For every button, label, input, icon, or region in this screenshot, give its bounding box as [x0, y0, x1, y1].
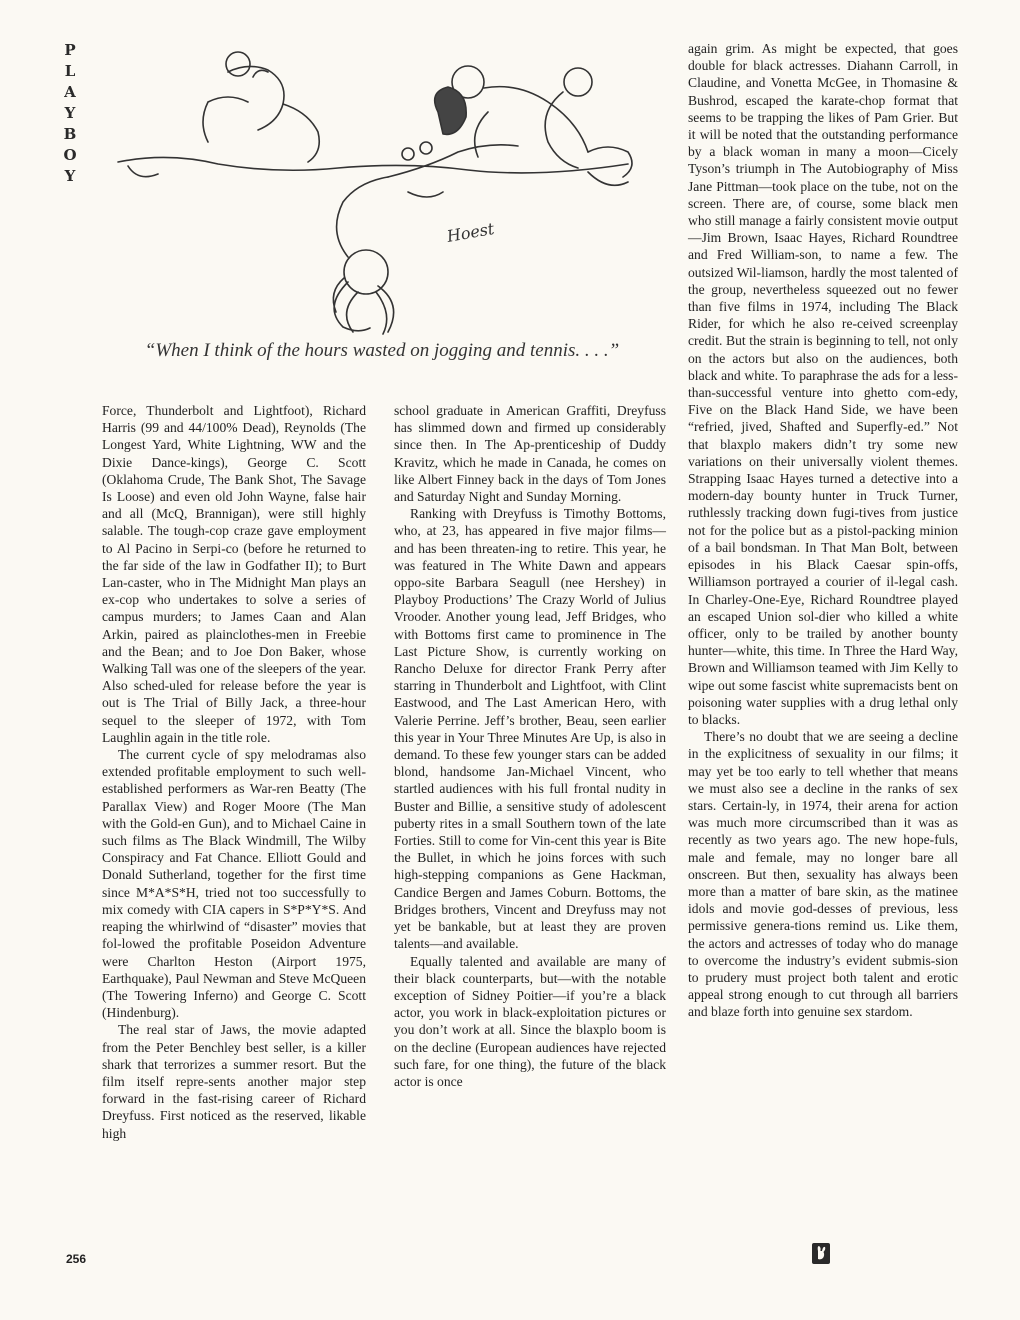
article-column-2	[394, 402, 666, 1090]
article-column-3	[688, 40, 958, 1021]
rabbit-head-end-mark-icon	[812, 1243, 830, 1264]
paragraph: Equally talented and available are many of their black counterparts, but—with the notable exception of Sidney Poitier—if you’re a black actor, you work in black-exploitation pictures or you don’t work at all. Since the blaxplo boom is on the decline (European audiences have rejected such fare, for one thing), the future of the black actor is once	[394, 953, 666, 1089]
page-number: 256	[66, 1252, 87, 1266]
masthead-playboy	[60, 40, 80, 187]
masthead-letter: A	[64, 83, 76, 101]
masthead-letter: P	[64, 41, 76, 59]
masthead-letter: Y	[64, 104, 76, 122]
paragraph: Force, Thunderbolt and Lightfoot), Richard Harris (99 and 44/100% Dead), Reynolds (The Longest Yard, White Lightning, WW and the Dixie Dance-kings), George C. Scott (Oklahoma Crude, The Bank Shot, The Savage Is Loose) and even old John Wayne, false hair and all (McQ, Brannigan), were still highly salable. The tough-cop craze gave employment to Al Pacino in Serpi-co (before he returned to the far side of the law in Godfather II); to Burt Lan-caster, who in The Midnight Man plays an ex-cop who undertakes to solve a series of campus murders; to James Caan and Alan Arkin, paired as plainclothes-men in Freebie and the Bean; and to Joe Don Baker, whose Walking Tall was one of the sleepers of the year. Also sched-uled for release before the year is out is The Trial of Billy Jack, a three-hour sequel to the sleeper of 1972, with Tom Laughlin again in the title role.	[102, 403, 366, 745]
masthead-letter: Y	[64, 167, 76, 185]
paragraph: The real star of Jaws, the movie adapted from the Peter Benchley best seller, is a killer shark that terrorizes a summer resort. But the film itself repre-sents another major step forward in the fast-rising career of Richard Dreyfuss. First noticed as the reserved, likable high	[102, 1022, 366, 1141]
article-column-1	[102, 402, 366, 1142]
paragraph: Ranking with Dreyfuss is Timothy Bottoms, who, at 23, has appeared in five major films—and has been threaten-ing to retire. This year, he was featured in The White Dawn and appears oppo-site Barbara Seagull (nee Hershey) in Playboy Productions’ The Crazy World of Julius Vrooder. Another young lead, Jeff Bridges, who with Bottoms first came to prominence in The Last Picture Show, is currently working on Rancho Deluxe for director Frank Perry after starring in Thunderbolt and Lightfoot, with Clint Eastwood, and The Last American Hero, with Valerie Perrine. Jeff’s brother, Beau, seen earlier this year in Your Three Minutes Are Up, is also in demand. To these few younger stars can be added blond, handsome Jan-Michael Vincent, who startled audiences with his full frontal nudity in Buster and Billie, a sensitive study of adolescent puberty rites in a small Southern town of the late Forties. Still to come for Vin-cent this year is Bite the Bullet, in which he joins forces with such high-stepping companions as Gene Hackman, Candice Bergen and James Coburn. Bottoms, the Bridges brothers, Vincent and Dreyfuss may not yet be bankable, but at least they are proven talents—and available.	[394, 506, 666, 952]
paragraph: again grim. As might be expected, that goes double for black actresses. Diahann Carroll, in Claudine, and Vonetta McGee, in Thomasine & Bushrod, escaped the karate-chop format that seems to be trapping the likes of Pam Grier. But it will be noted that the outstanding performance by a black woman in many a moon—Cicely Tyson’s triumph in The Autobiography of Miss Jane Pittman—took place on the tube, not on the screen. There are, of course, some black men who still manage a fairly consistent movie output—Jim Brown, Isaac Hayes, Richard Roundtree and Fred William-son, to name a few. The outsized Wil-liamson, hardly the most talented of the group, nevertheless squeezed out no fewer than five films in 1974, including The Black Rider, for which he also re-ceived screenplay credit. But the strain is beginning to tell, not only on the actors but also on the audiences, both black and white. To paraphrase the ads for a less-than-successful venture into ghetto com-edy, Five on the Black Hand Side, we have been “refried, jived, Shafted and Superfly-ed.” Not that blaxplo makers didn’t try some new variations on their universally violent themes. Strapping Isaac Hayes turned a detective into a modern-day bounty hunter in Truck Turner, ruthlessly tracking down fugi-tives from justice not for the police but as a pistol-packing minion of a bail bondsman. In That Man Bolt, between episodes in his Black Caesar spin-offs, Williamson portrayed a courier of il-legal cash. In Charley-One-Eye, Richard Roundtree played an escaped Union sol-dier who killed a white officer, only to be trailed by another bounty hunter—white, this time. In Three the Hard Way, Brown and Williamson teamed with Jim Kelly to wipe out some fascist white supremacists bent on poisoning water supplies with a drug lethal only to blacks.	[688, 41, 958, 727]
masthead-letter: O	[63, 146, 77, 164]
cartoon-illustration	[108, 42, 644, 338]
paragraph: There’s no doubt that we are seeing a decline in the explicitness of sexuality in our films; it may yet be too early to tell whether that means we must also see a decline in the ranks of sex stars. Certain-ly, in 1974, their arena for action was much more circumscribed than it was as recently as two years ago. The new hope-fuls, male and female, may no longer bare all onscreen. But then, sexuality has always been more than a matter of bare skin, as the matinee idols and movie god-desses of previous, less permissive genera-tions remind us. Like them, the actors and actresses of today who do manage to overcome the industry’s evident submis-sion to prudery must project both talent and erotic appeal strong enough to cut through all barriers and blaze forth into genuine sex stardom.	[688, 729, 958, 1020]
masthead-letter: B	[63, 125, 77, 143]
paragraph: school graduate in American Graffiti, Dreyfuss has slimmed down and firmed up considerably since then. In The Ap-prenticeship of Duddy Kravitz, which he made in Canada, he comes on like Albert Finney back in the days of Tom Jones and Saturday Night and Sunday Morning.	[394, 403, 666, 505]
cartoon-caption: “When I think of the hours wasted on jogging and tennis. . . .”	[144, 340, 620, 361]
cartoon-signature: Hoest	[445, 218, 496, 246]
masthead-letter: L	[64, 62, 76, 80]
paragraph: The current cycle of spy melodramas also extended profitable employment to such well-established performers as War-ren Beatty (The Parallax View) and Roger Moore (The Man with the Gold-en Gun), and to Michael Caine in such films as The Black Windmill, The Wilby Conspiracy and Fat Chance. Elliott Gould and Donald Sutherland, together for the first time since M*A*S*H, tried not too successfully to mix comedy with CIA capers in S*P*Y*S. And reaping the whirlwind of “disaster” movies that fol-lowed the profitable Poseidon Adventure were Charlton Heston (Airport 1975, Earthquake), Paul Newman and Steve McQueen (The Towering Inferno) and George C. Scott (Hindenburg).	[102, 747, 366, 1021]
